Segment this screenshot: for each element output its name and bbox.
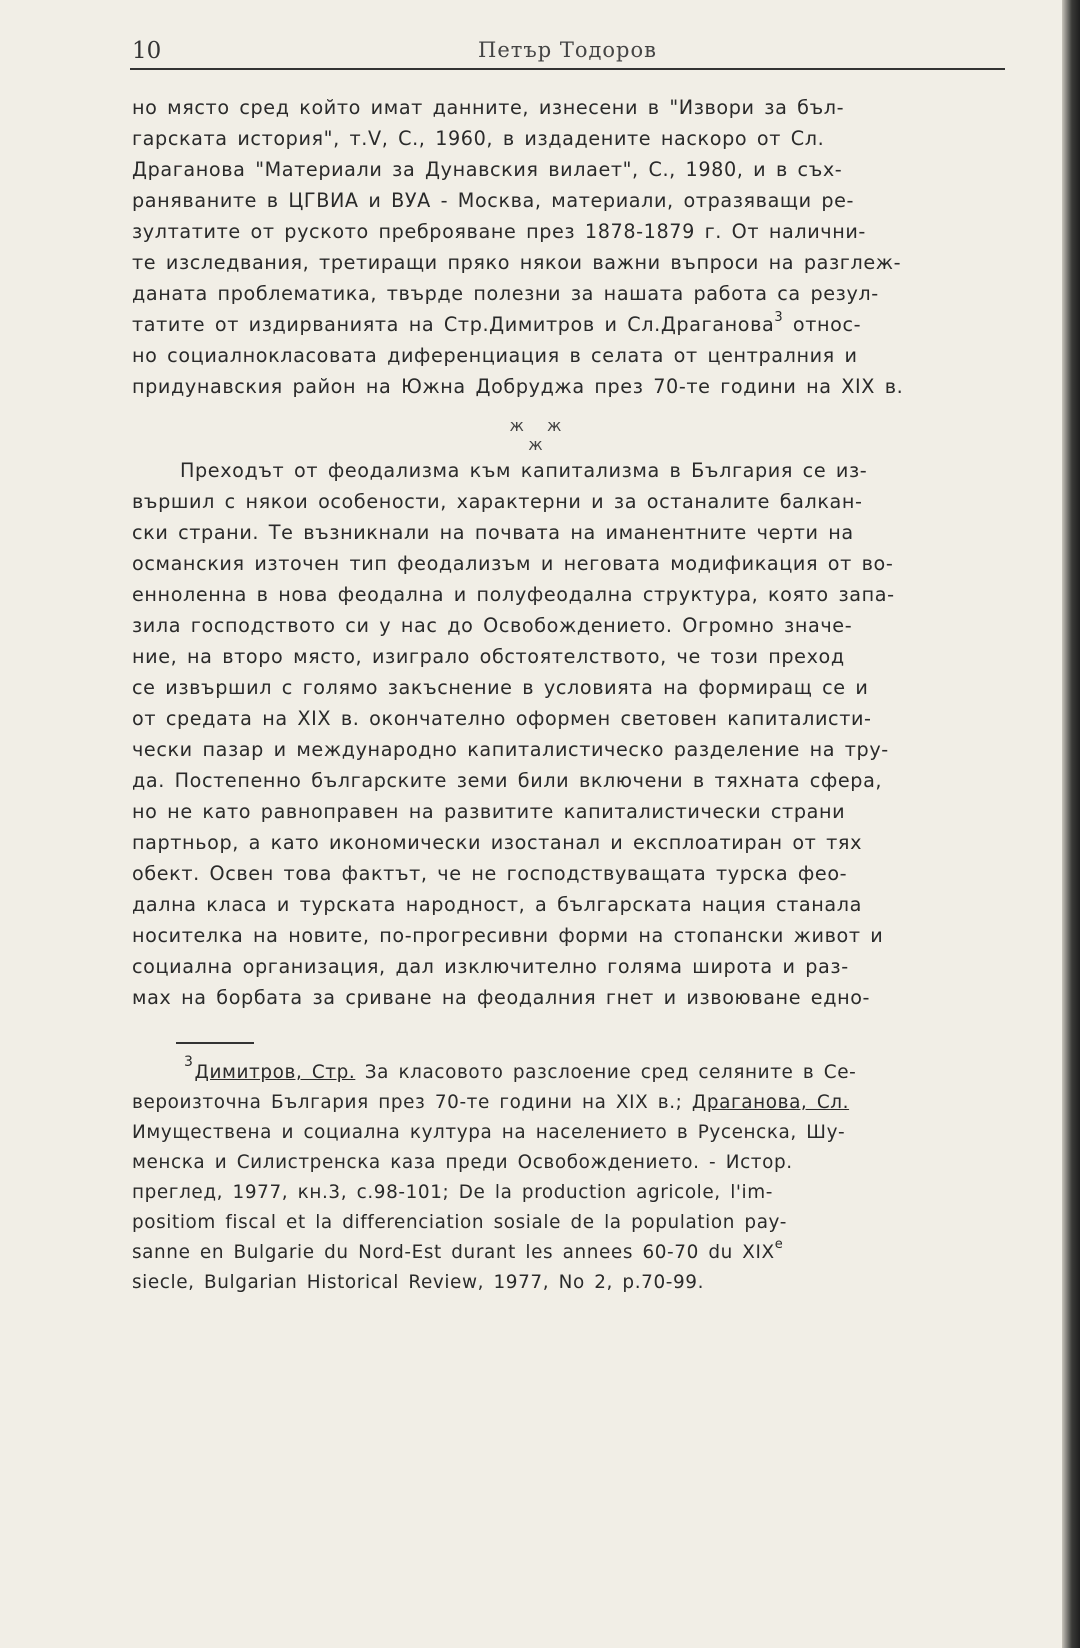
text-line: но не като равноправен на развитите капиталистически страни	[132, 800, 846, 823]
text-line: придунавския район на Южна Добруджа през 70-те години на XIX в.	[132, 375, 904, 398]
text-line: ски страни. Те възникнали на почвата на иманентните черти на	[132, 521, 854, 544]
header-rule	[130, 68, 1005, 70]
text-segment: относ-	[783, 313, 862, 336]
text-line: зила господството си у нас до Освобождението. Огромно значе-	[132, 614, 853, 637]
footnote-author: Димитров, Стр.	[194, 1062, 356, 1083]
text-line: носителка на новите, по-прогресивни форми на стопански живот и	[132, 924, 884, 947]
text-line: зултатите от руското преброяване през 1878-1879 г. От налични-	[132, 220, 866, 243]
text-line: дална класа и турската народност, а българската нация станала	[132, 893, 862, 916]
page-header	[130, 38, 1005, 70]
text-line: османския източен тип феодализъм и неговата модификация от во-	[132, 552, 894, 575]
text-line: преглед, 1977, кн.3, с.98-101; De la production agricole, l'im-	[132, 1182, 774, 1203]
paragraph-1	[132, 92, 1017, 402]
text-line: siecle, Bulgarian Historical Review, 1977, No 2, p.70-99.	[132, 1272, 705, 1293]
text-line	[132, 1054, 1017, 1088]
text-line: positiom fiscal et la differenciation sosiale de la population pay-	[132, 1212, 787, 1233]
text-line: Имуществена и социална култура на населението в Русенска, Шу-	[132, 1122, 846, 1143]
text-line: гарската история", т.V, С., 1960, в издадените наскоро от Сл.	[132, 127, 825, 150]
text-line: но социалнокласовата диференциация в селата от централния и	[132, 344, 858, 367]
footnote-rule	[176, 1042, 254, 1044]
text-line: чески пазар и международно капиталистическо разделение на тру-	[132, 738, 889, 761]
section-separator: ж ж ж	[509, 416, 571, 454]
text-line	[132, 309, 1017, 340]
text-line	[132, 1238, 1017, 1268]
paragraph-2	[132, 455, 1017, 1013]
scan-edge-shadow	[1062, 0, 1080, 1648]
text-line: но място сред който имат данните, изнесени в "Извори за бъл-	[132, 96, 845, 119]
page-number: 10	[132, 38, 162, 64]
text-line: Драганова "Материали за Дунавския вилает", С., 1980, и в съх-	[132, 158, 843, 181]
footnote-reference: 3	[774, 310, 784, 325]
text-line: те изследвания, третиращи пряко някои важни въпроси на разглеж-	[132, 251, 902, 274]
text-line: се извършил с голямо закъснение в условията на формиращ се и	[132, 676, 869, 699]
text-line: енноленна в нова феодална и полуфеодална структура, която запа-	[132, 583, 895, 606]
text-segment: sanne en Bulgarie du Nord-Est durant les annees 60-70 du XIX	[132, 1242, 775, 1263]
text-line: партньор, а като икономически изостанал и експлоатиран от тях	[132, 831, 863, 854]
text-segment: За класовото разслоение сред селяните в Се-	[355, 1062, 857, 1083]
text-line: менска и Силистренска каза преди Освобождението. - Истор.	[132, 1152, 793, 1173]
running-head: Петър Тодоров	[478, 38, 657, 62]
footnote	[132, 1054, 1017, 1298]
text-line: даната проблематика, твърде полезни за нашата работа са резул-	[132, 282, 879, 305]
text-line: раняваните в ЦГВИА и ВУА - Москва, материали, отразяващи ре-	[132, 189, 855, 212]
text-line: социална организация, дал изключително голяма широта и раз-	[132, 955, 849, 978]
text-line	[132, 1088, 1017, 1118]
footnote-number: 3	[184, 1054, 194, 1070]
text-segment: вероизточна България през 70-те години на XIX в.;	[132, 1092, 692, 1113]
text-line: мах на борбата за сриване на феодалния гнет и извоюване едно-	[132, 986, 871, 1009]
text-line: ние, на второ място, изиграло обстоятелството, че този преход	[132, 645, 845, 668]
text-line: обект. Освен това фактът, че не господствуващата турска фео-	[132, 862, 848, 885]
text-line: Преходът от феодализма към капитализма в България се из-	[180, 459, 868, 482]
text-line: вършил с някои особености, характерни и за останалите балкан-	[132, 490, 863, 513]
text-line: от средата на XIX в. окончателно оформен световен капиталисти-	[132, 707, 872, 730]
text-segment: татите от издирванията на Стр.Димитров и Сл.Драганова	[132, 313, 775, 336]
footnote-author: Драганова, Сл.	[691, 1092, 850, 1113]
text-line: да. Постепенно българските земи били включени в тяхната сфера,	[132, 769, 883, 792]
superscript: e	[774, 1237, 784, 1252]
